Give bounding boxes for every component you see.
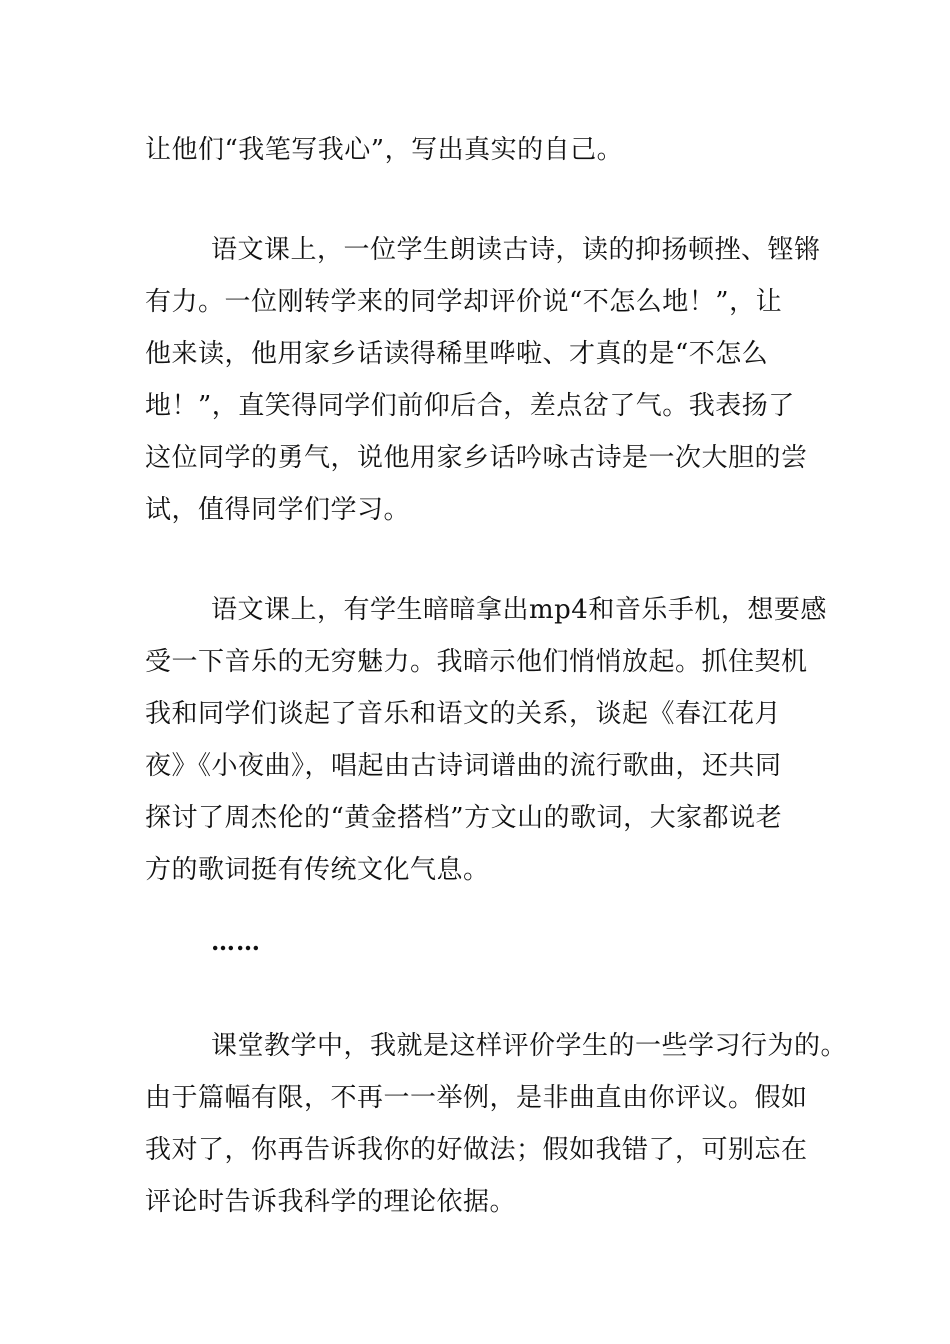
paragraph-3-line-3: 我和同学们谈起了音乐和语文的关系，谈起《春江花月: [145, 699, 782, 729]
paragraph-3-line-2: 受一下音乐的无穷魅力。我暗示他们悄悄放起。抓住契机: [145, 647, 808, 677]
paragraph-2-line-3: 他来读，他用家乡话读得稀里哗啦、才真的是“不怎么: [145, 339, 769, 369]
paragraph-5-line-3: 我对了，你再告诉我你的好做法；假如我错了，可别忘在: [145, 1135, 808, 1165]
ellipsis-separator: ……: [211, 927, 261, 956]
paragraph-5-line-1: 课堂教学中，我就是这样评价学生的一些学习行为的。: [211, 1031, 848, 1061]
paragraph-2-line-4: 地！”，直笑得同学们前仰后合，差点岔了气。我表扬了: [145, 391, 795, 421]
paragraph-2-line-5: 这位同学的勇气，说他用家乡话吟咏古诗是一次大胆的尝: [145, 443, 808, 473]
paragraph-3-line-5: 探讨了周杰伦的“黄金搭档”方文山的歌词，大家都说老: [145, 803, 783, 833]
paragraph-2-line-2: 有力。一位刚转学来的同学却评价说“不怎么地！”，让: [145, 287, 783, 317]
paragraph-3-line-4: 夜》《小夜曲》，唱起由古诗词谱曲的流行歌曲，还共同: [145, 751, 782, 781]
paragraph-2-line-1: 语文课上，一位学生朗读古诗，读的抑扬顿挫、铿锵: [211, 235, 821, 265]
paragraph-3-line-1: 语文课上，有学生暗暗拿出mp4和音乐手机，想要感: [211, 595, 827, 625]
paragraph-5-line-4: 评论时告诉我科学的理论依据。: [145, 1187, 517, 1217]
paragraph-5-line-2: 由于篇幅有限，不再一一举例，是非曲直由你评议。假如: [145, 1083, 808, 1113]
paragraph-2-line-6: 试，值得同学们学习。: [145, 495, 411, 525]
paragraph-1-line-1: 让他们“我笔写我心”，写出真实的自己。: [145, 135, 624, 165]
paragraph-3-line-6: 方的歌词挺有传统文化气息。: [145, 855, 490, 885]
